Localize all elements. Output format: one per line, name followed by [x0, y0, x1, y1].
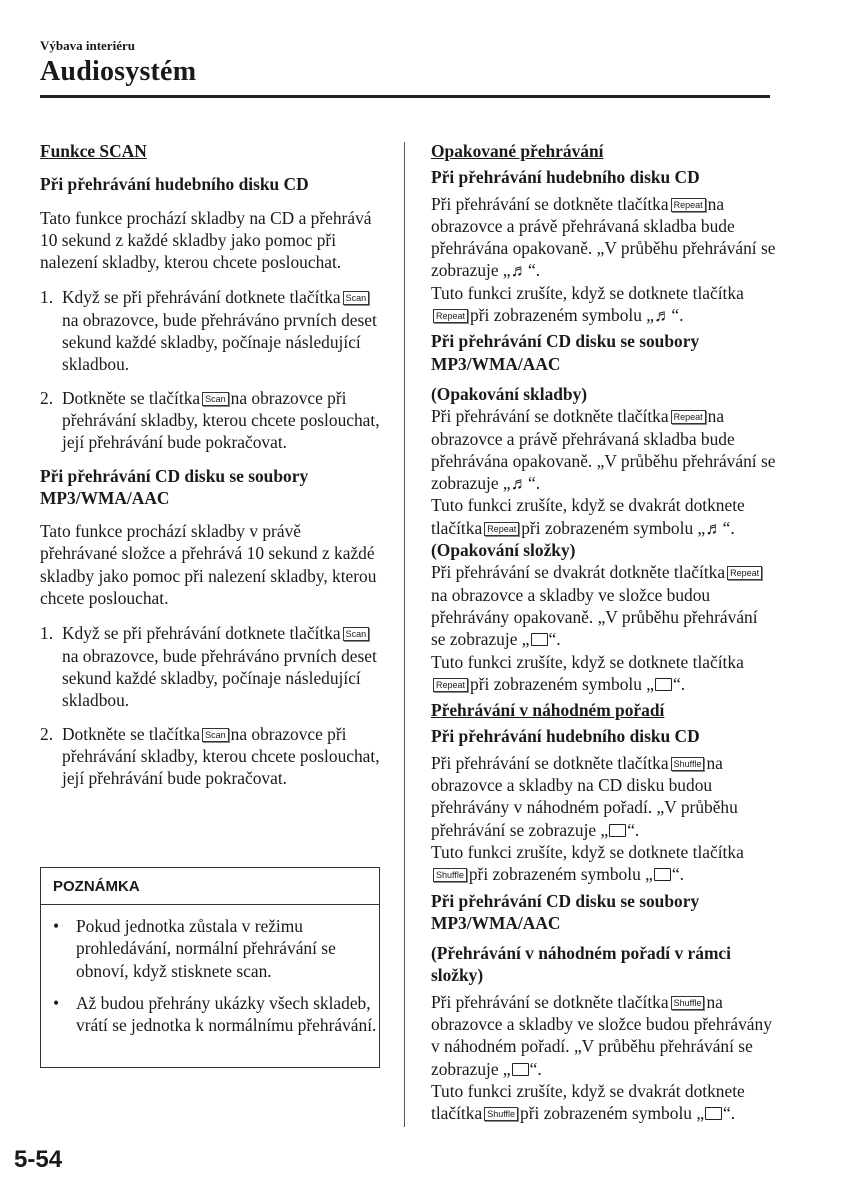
random-heading: Přehrávání v náhodném pořadí	[431, 700, 665, 721]
note-title: POZNÁMKA	[41, 868, 379, 905]
scan-button-icon: Scan	[202, 392, 229, 406]
scan-mp3-heading: Při přehrávání CD disku se soubory MP3/WMA/AAC	[40, 465, 309, 508]
scan-mp3-paragraph: Tato funkce prochází skladby v právě přehrávané složce a přehrává 10 sekund z každé skladby jako pomoc při nalezení skladby, kterou chcete poslouchat.	[40, 521, 377, 609]
note-box	[40, 867, 380, 1068]
bullet-icon: •	[53, 916, 60, 936]
right-column	[431, 140, 776, 1124]
scan-button-icon: Scan	[202, 728, 229, 742]
left-column	[40, 140, 380, 789]
page-number: 5-54	[14, 1146, 63, 1173]
page-title: Audiosystém	[40, 56, 197, 87]
section-label: Výbava interiéru	[40, 38, 135, 53]
scan-heading: Funkce SCAN	[40, 141, 147, 161]
random-icon	[609, 824, 626, 837]
folder-repeat-icon	[655, 678, 672, 691]
track-repeat-icon: ♬	[654, 305, 672, 326]
folder-repeat-icon	[531, 633, 548, 646]
scan-button-icon: Scan	[343, 291, 370, 305]
repeat-folder-paragraph: Při přehrávání se dvakrát dotkněte tlačítka Repeatna obrazovce a skladby ve složce budou přehrávány opakovaně. „V průběhu přehrávání se zobrazuje „ “. Tuto funkci zrušíte, když se dotknete tlačítkaRepeat při zobrazeném symbolu „ “.	[431, 561, 776, 695]
random-folder-icon	[705, 1107, 722, 1120]
title-rule	[40, 95, 770, 98]
scan-mp3-steps	[40, 622, 380, 789]
random-cd-heading: Při přehrávání hudebního disku CD	[431, 726, 700, 747]
random-folder-icon	[512, 1063, 529, 1076]
track-repeat-icon: ♬	[705, 517, 723, 538]
column-divider	[404, 142, 405, 1127]
scan-cd-steps	[40, 286, 380, 453]
bullet-icon: •	[53, 992, 60, 1013]
repeat-mp3-heading: Při přehrávání CD disku se soubory MP3/WMA/AAC	[431, 331, 700, 374]
repeat-track-heading: (Opakování skladby)	[431, 383, 588, 404]
scan-button-icon: Scan	[343, 627, 370, 641]
track-repeat-icon: ♬	[510, 473, 529, 494]
repeat-cd-paragraph: Při přehrávání se dotkněte tlačítka Repeat na obrazovce a právě přehrávaná skladba bude přehrávána opakovaně. „V průběhu přehrávání se zobrazuje „♬“. Tuto funkci zrušíte, když se dotknete tlačítkaRepeat při zobrazeném symbolu „♬“.	[431, 193, 776, 326]
repeat-heading: Opakované přehrávání	[431, 141, 604, 161]
repeat-button-icon: Repeat	[433, 309, 468, 323]
random-cd-paragraph: Při přehrávání se dotkněte tlačítka Shuffle na obrazovce a skladby na CD disku budou přehrávány v náhodném pořadí. „V průběhu přehrávání se zobrazuje „ “. Tuto funkci zrušíte, když se dotknete tlačítkaShuffle při zobrazeném symbolu „ “.	[431, 752, 744, 885]
list-item: • Až budou přehrány ukázky všech skladeb, vrátí se jednotka k normálnímu přehrávání.	[53, 992, 377, 1036]
list-item: • Pokud jednotka zůstala v režimu prohledávání, normální přehrávání se obnoví, když stisknete scan.	[53, 916, 336, 981]
list-item: 2. Dotkněte se tlačítka Scan na obrazovce při přehrávání skladby, kterou chcete poslouchat, její přehrávání bude pokračovat.	[40, 723, 380, 789]
repeat-button-icon: Repeat	[433, 678, 468, 692]
repeat-button-icon: Repeat	[484, 522, 519, 536]
list-item: 2. Dotkněte se tlačítka Scan na obrazovce při přehrávání skladby, kterou chcete poslouchat, její přehrávání bude pokračovat.	[40, 387, 380, 453]
repeat-track-paragraph: Při přehrávání se dotkněte tlačítka Repeat na obrazovce a právě přehrávaná skladba bude přehrávána opakovaně. „V průběhu přehrávání se zobrazuje „♬“. Tuto funkci zrušíte, když se dvakrát dotknete tlačítka Repeat při zobrazeném symbolu „♬“.	[431, 406, 776, 538]
shuffle-button-icon: Shuffle	[433, 868, 467, 882]
repeat-button-icon: Repeat	[727, 566, 762, 580]
shuffle-button-icon: Shuffle	[484, 1107, 518, 1121]
shuffle-button-icon: Shuffle	[671, 996, 705, 1010]
track-repeat-icon: ♬	[510, 260, 529, 281]
list-item: 1. Když se při přehrávání dotknete tlačítka Scanna obrazovce, bude přehráváno prvních deset sekund každé skladby, počínaje následující skladbou.	[40, 623, 377, 711]
random-icon	[654, 868, 671, 881]
repeat-button-icon: Repeat	[671, 410, 706, 424]
random-folder-heading: (Přehrávání v náhodném pořadí v rámci složky)	[431, 943, 731, 986]
note-list	[41, 905, 379, 1036]
repeat-folder-heading: (Opakování složky)	[431, 540, 576, 561]
list-item: 1. Když se při přehrávání dotknete tlačítka Scanna obrazovce, bude přehráváno prvních deset sekund každé skladby, počínaje následující skladbou.	[40, 287, 377, 375]
random-folder-paragraph: Při přehrávání se dotkněte tlačítka Shuffle na obrazovce a skladby ve složce budou přehrávány v náhodném pořadí. „V průběhu přehrávání se zobrazuje „ “. Tuto funkci zrušíte, když se dvakrát dotknete tlačítka Shuffle při zobrazeném symbolu „ “.	[431, 991, 772, 1124]
shuffle-button-icon: Shuffle	[671, 757, 705, 771]
repeat-cd-heading: Při přehrávání hudebního disku CD	[431, 167, 700, 188]
repeat-button-icon: Repeat	[671, 198, 706, 212]
scan-cd-paragraph: Tato funkce prochází skladby na CD a přehrává 10 sekund z každé skladby jako pomoc při nalezení skladby, kterou chcete poslouchat.	[40, 207, 372, 273]
scan-cd-heading: Při přehrávání hudebního disku CD	[40, 174, 309, 195]
random-mp3-heading: Při přehrávání CD disku se soubory MP3/WMA/AAC	[431, 890, 700, 933]
